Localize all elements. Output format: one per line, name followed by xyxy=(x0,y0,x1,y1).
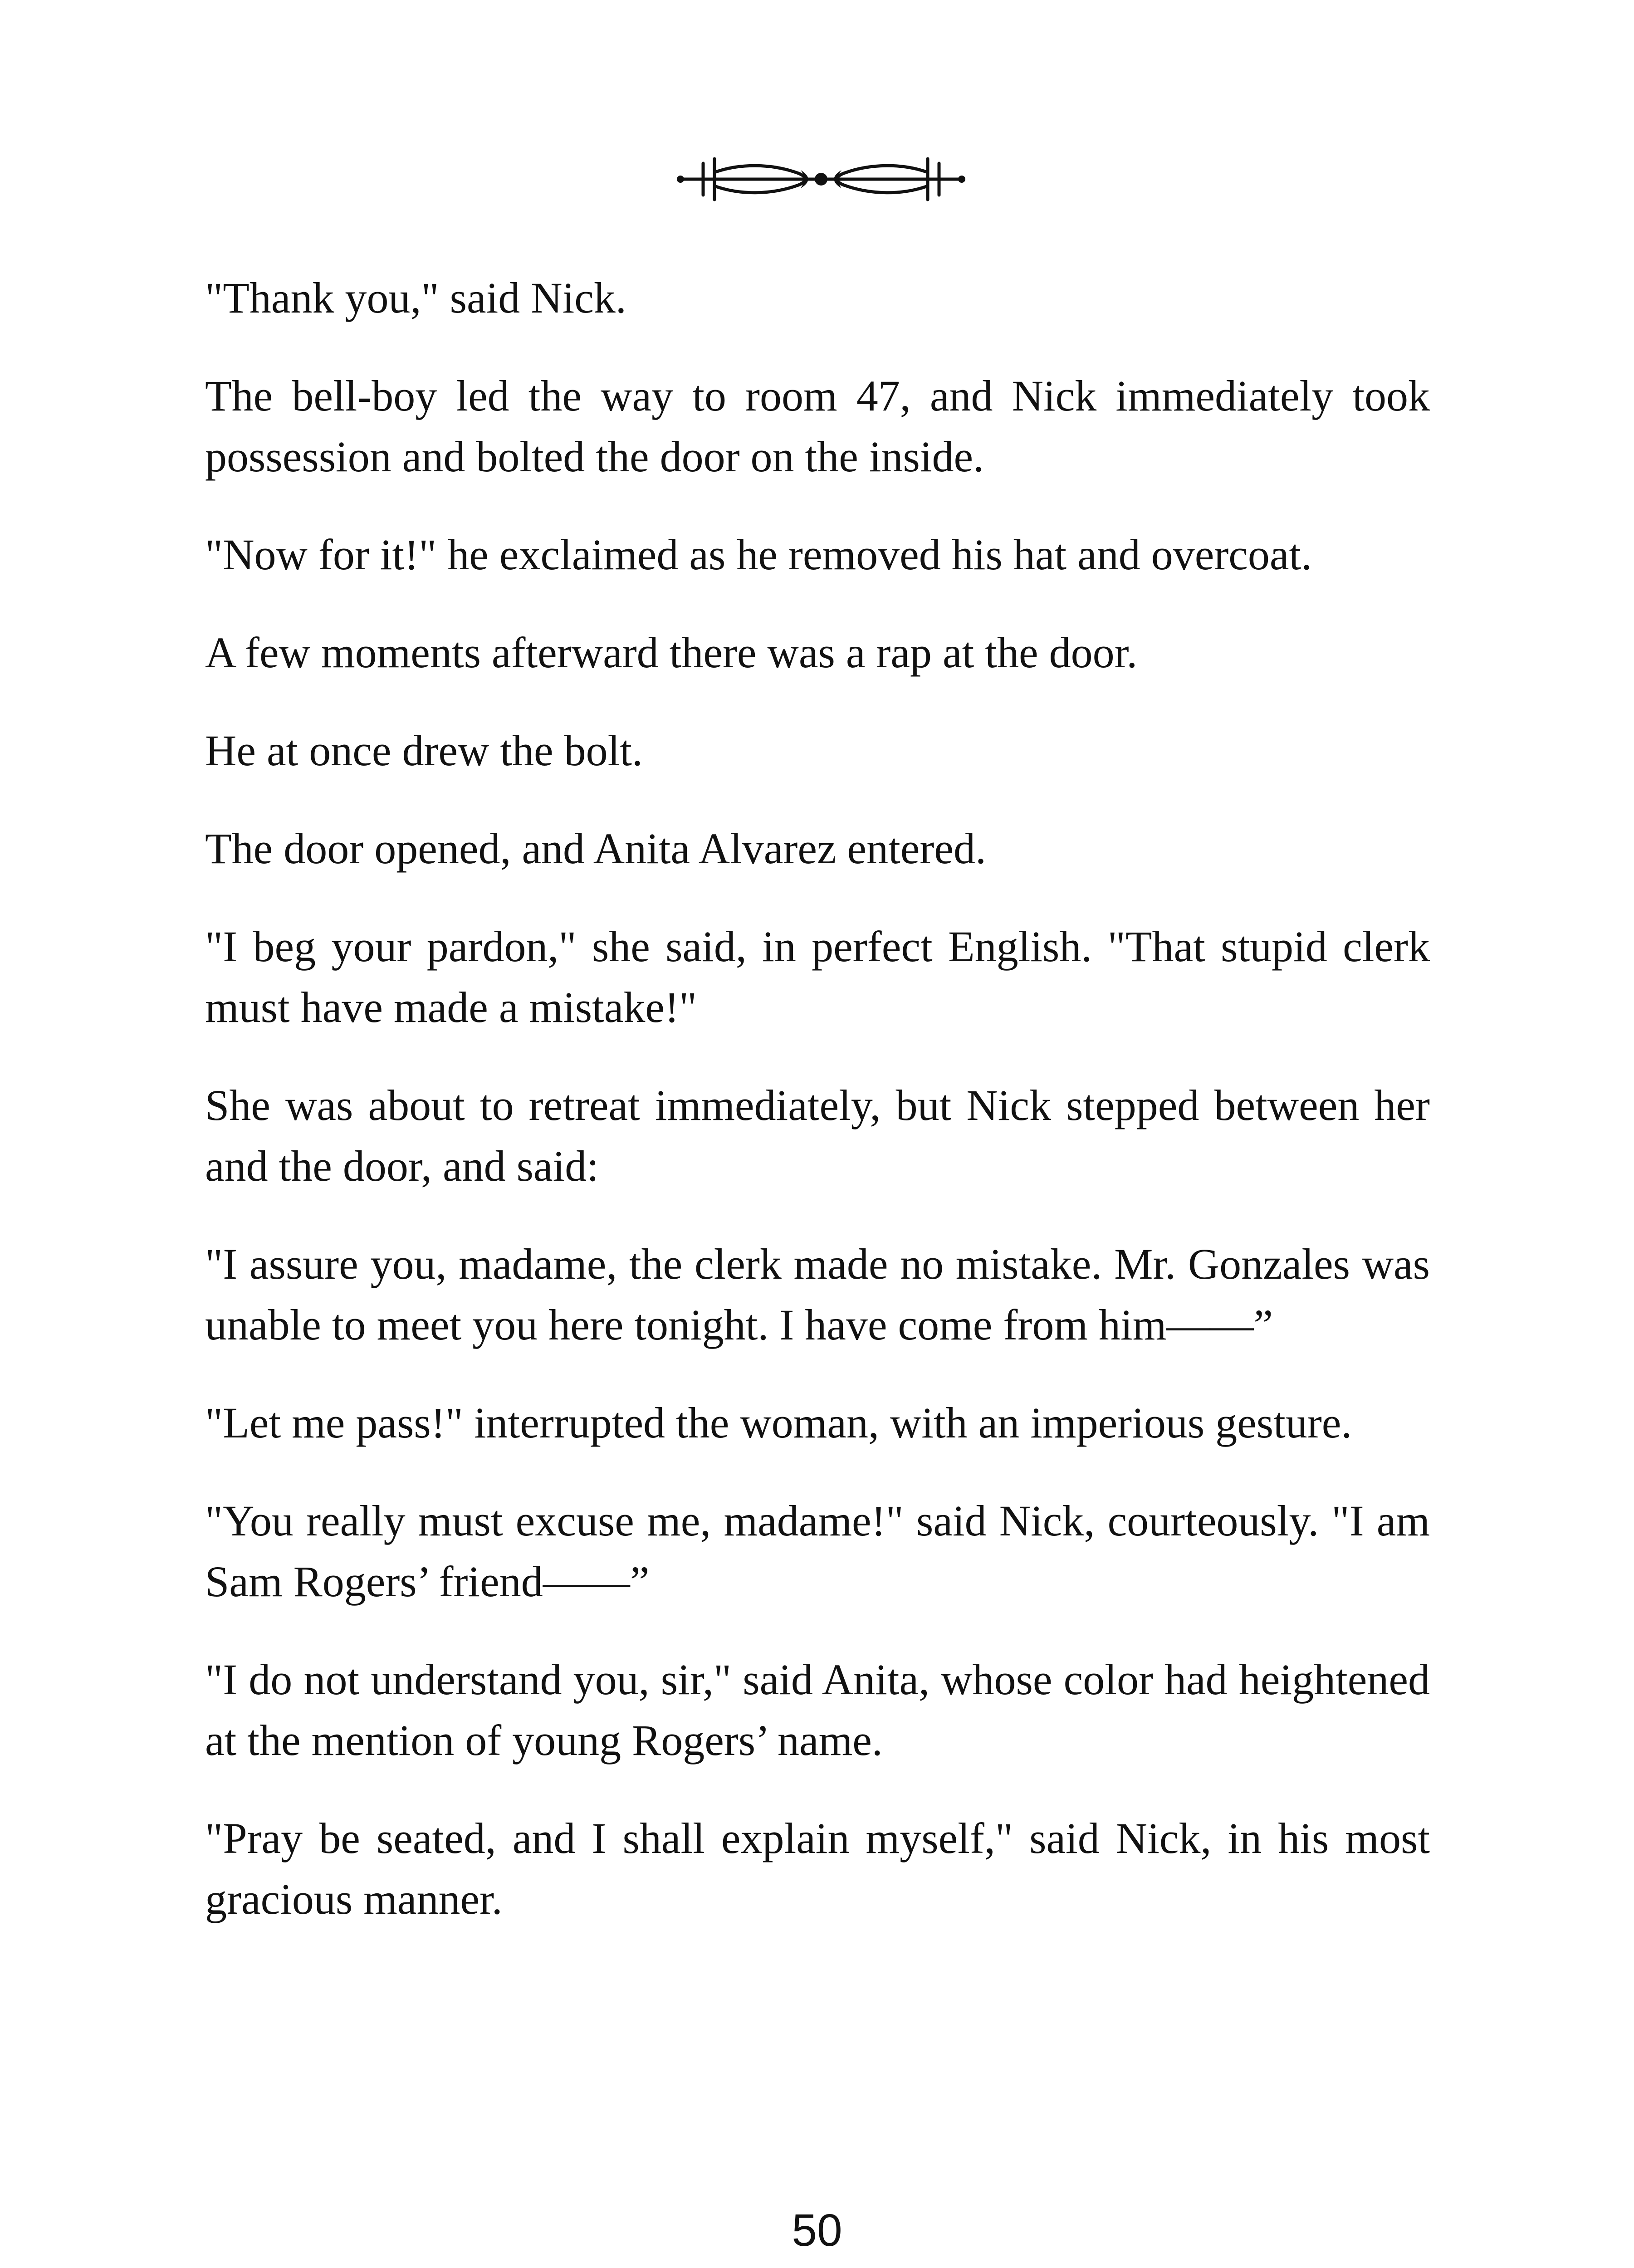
paragraph: "You really must excuse me, madame!" said Nick, courteously. "I am Sam Rogers’ friend——” xyxy=(205,1496,1430,1606)
paragraph: "I beg your pardon," she said, in perfect English. "That stupid clerk must have made a mistake!" xyxy=(205,922,1430,1031)
paragraph: He at once drew the bolt. xyxy=(205,726,643,775)
paragraph: "Thank you," said Nick. xyxy=(205,274,626,322)
paragraph: The door opened, and Anita Alvarez entered. xyxy=(205,824,986,873)
paragraph: "I do not understand you, sir," said Anita, whose color had heightened at the mention of young Rogers’ name. xyxy=(205,1655,1430,1765)
paragraph: "Now for it!" he exclaimed as he removed his hat and overcoat. xyxy=(205,530,1312,579)
paragraph: She was about to retreat immediately, but Nick stepped between her and the door, and said: xyxy=(205,1081,1430,1190)
paragraph: "Let me pass!" interrupted the woman, with an imperious gesture. xyxy=(205,1398,1352,1447)
scroll-ornament-icon xyxy=(671,145,971,213)
body-text xyxy=(205,268,1430,1967)
page-number: 50 xyxy=(792,2205,842,2256)
paragraph: "I assure you, madame, the clerk made no mistake. Mr. Gonzales was unable to meet you here tonight. I have come from him——” xyxy=(205,1240,1430,1349)
paragraph: A few moments afterward there was a rap at the door. xyxy=(205,628,1138,677)
paragraph: "Pray be seated, and I shall explain myself," said Nick, in his most gracious manner. xyxy=(205,1814,1430,1923)
paragraph: The bell-boy led the way to room 47, and Nick immediately took possession and bolted the door on the inside. xyxy=(205,371,1430,481)
